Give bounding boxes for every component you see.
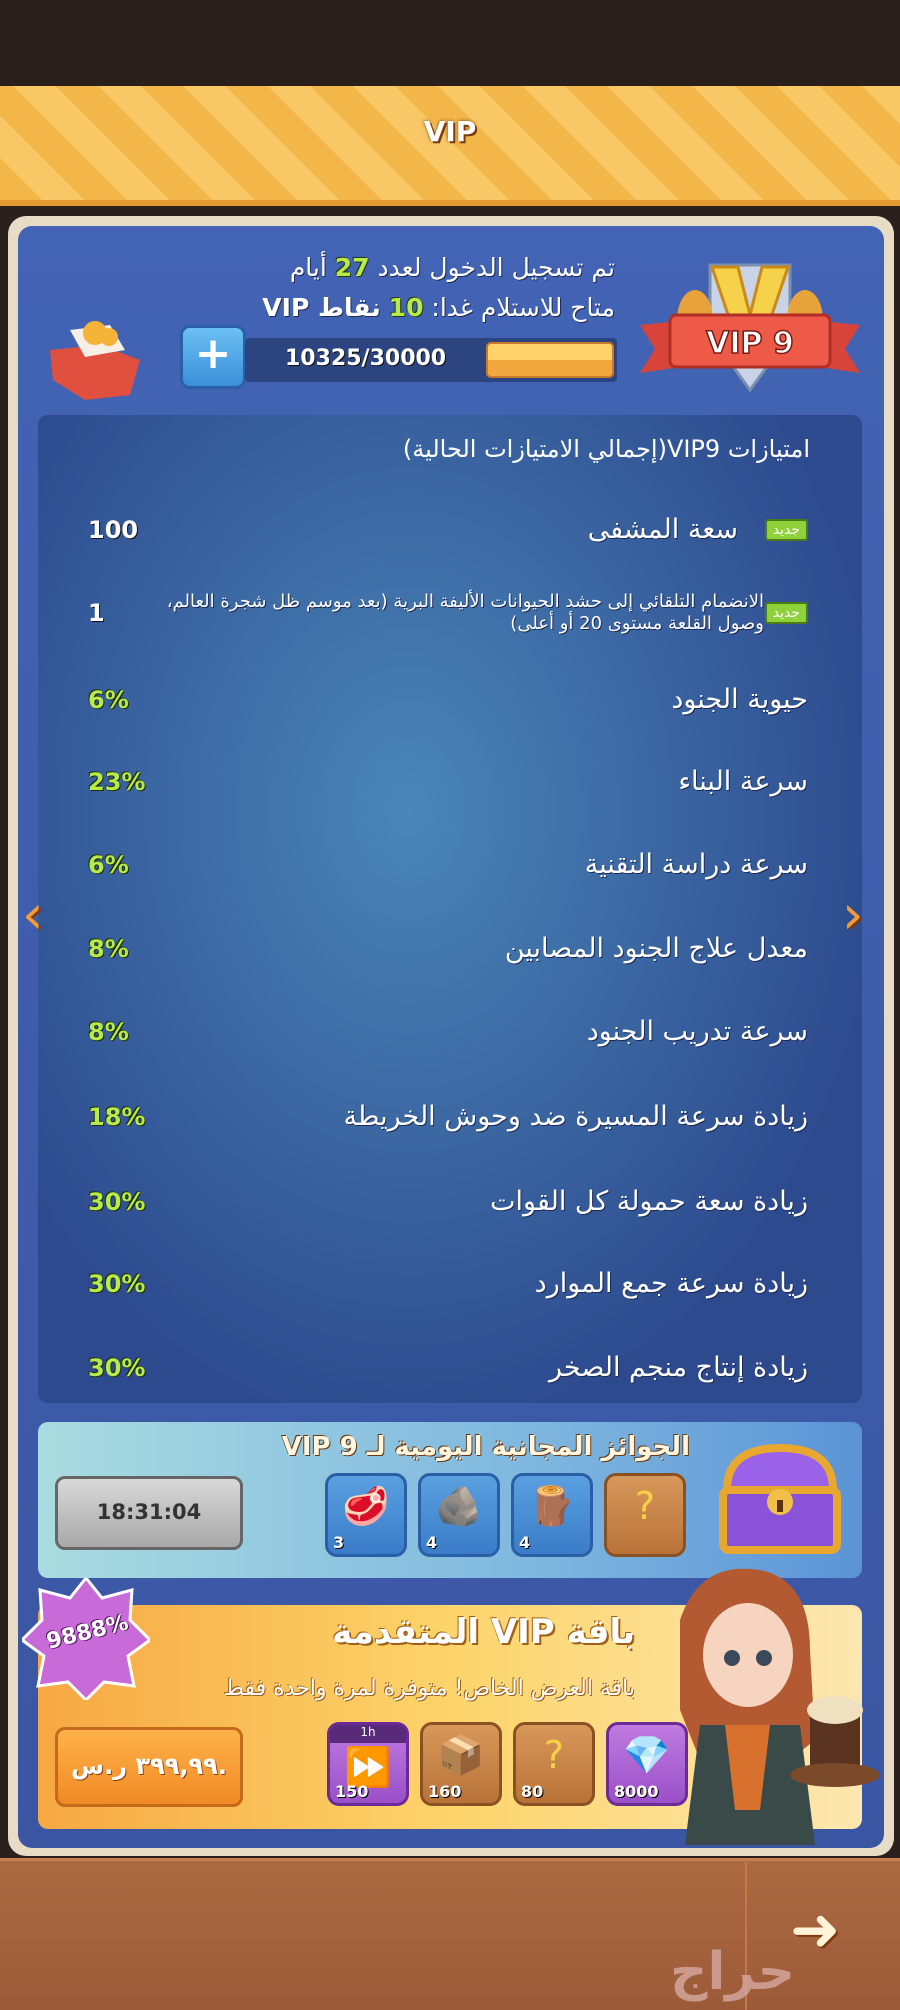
watermark: حراج [670,1942,796,2002]
package-title: باقة VIP المتقدمة [332,1612,635,1652]
vip-progress-text: 10325/30000 [285,346,447,371]
add-vip-points-button[interactable]: + [180,325,246,389]
reward-count: 3 [333,1533,345,1552]
privilege-value: 8% [88,1018,129,1046]
privilege-row [38,665,862,735]
privilege-value: 6% [88,851,129,879]
privilege-row [38,1167,862,1237]
page-title: VIP [423,115,477,148]
item-count: 80 [521,1782,544,1801]
privilege-row [38,914,862,984]
vip-progress-fill [486,342,614,378]
treasure-chest-icon[interactable] [715,1440,845,1558]
privilege-value: 8% [88,935,129,963]
privileges-title: امتيازات VIP9(إجمالي الامتيازات الحالية) [402,435,810,463]
claim-suffix: نقاط VIP [262,293,381,322]
reward-meat-crate[interactable] [325,1473,407,1557]
privilege-value: 1 [88,599,105,627]
privilege-row [38,578,862,648]
next-arrow-button[interactable]: ➜ [790,1895,841,1965]
package-subtitle: باقة العرض الخاص! متوفرة لمرة واحدة فقط [223,1676,635,1701]
daily-timer-button[interactable]: 18:31:04 [55,1476,243,1550]
privilege-label: سعة المشفى [587,514,738,545]
privilege-value: 18% [88,1103,146,1131]
stone-crate-icon: 🪨 [435,1484,483,1528]
vip-badge-text: VIP 9 [706,326,794,361]
new-tag: جديد [765,602,808,624]
privilege-row [38,747,862,817]
gift-box-icon[interactable] [45,315,145,400]
buy-package-button[interactable]: ٣٩٩,٩٩ ر.س. [55,1727,243,1807]
login-days: 27 [334,253,370,282]
login-suffix: أيام [289,253,327,282]
fast-forward-icon: ⏩ [344,1745,392,1789]
privilege-value: 30% [88,1354,146,1382]
package-item-mystery-ticket[interactable] [513,1722,595,1806]
privilege-label: سرعة تدريب الجنود [586,1016,808,1047]
mystery-ticket-icon: ? [634,1484,656,1528]
claim-points: 10 [388,293,424,322]
wood-crate-icon: 🪵 [528,1484,576,1528]
new-tag: جديد [765,519,808,541]
meat-crate-icon: 🥩 [342,1484,390,1528]
privilege-label: زيادة سرعة المسيرة ضد وحوش الخريطة [343,1101,808,1132]
item-count: 150 [335,1782,369,1801]
item-count: 160 [428,1782,462,1801]
privilege-label: زيادة إنتاج منجم الصخر [549,1352,808,1383]
privilege-label: حيوية الجنود [671,684,808,715]
privilege-row [38,1249,862,1319]
privilege-label: سرعة دراسة التقنية [584,849,808,880]
privilege-label: معدل علاج الجنود المصابين [504,933,808,964]
privilege-row [38,1333,862,1403]
privilege-label: الانضمام التلقائي إلى حشد الحيوانات الأليفة البرية (بعد موسم ظل شجرة العالم، وصول القلعة مستوى 20 أو أعلى) [166,591,764,634]
previous-level-arrow[interactable]: ‹ [22,883,44,946]
resource-chest-icon: 📦 [437,1733,485,1777]
vip-progress-bar [245,338,617,382]
privilege-value: 30% [88,1270,146,1298]
package-item-speedup[interactable] [327,1722,409,1806]
privilege-row [38,1082,862,1152]
privilege-value: 30% [88,1188,146,1216]
login-info [262,248,615,328]
mystery-ticket-icon: ? [543,1733,565,1777]
daily-rewards-title: الجوائز المجانية اليومية لـ VIP 9 [281,1432,690,1462]
privilege-row [38,997,862,1067]
claim-prefix: متاح للاستلام غدا: [431,293,615,322]
privilege-row [38,830,862,900]
item-count: 8000 [614,1782,659,1801]
reward-mystery-ticket[interactable] [604,1473,686,1557]
reward-count: 4 [426,1533,438,1552]
discount-badge-text: 9888% [44,1610,131,1655]
privilege-label: سرعة البناء [678,766,808,797]
reward-wood-crate[interactable] [511,1473,593,1557]
speedup-duration: 1h [330,1725,406,1743]
diamond-icon: 💎 [623,1733,671,1777]
login-prefix: تم تسجيل الدخول لعدد [377,253,615,282]
reward-count: 4 [519,1533,531,1552]
vip-level-badge [640,255,860,395]
privilege-value: 6% [88,686,129,714]
reward-stone-crate[interactable] [418,1473,500,1557]
privilege-value: 100 [88,516,139,544]
privilege-label: زيادة سرعة جمع الموارد [534,1268,808,1299]
privilege-row [38,495,862,565]
package-item-chest[interactable] [420,1722,502,1806]
status-area [0,0,900,86]
privilege-label: زيادة سعة حمولة كل القوات [490,1186,808,1217]
next-level-arrow[interactable]: › [842,883,864,946]
character-illustration [640,1560,880,1845]
privilege-value: 23% [88,768,146,796]
